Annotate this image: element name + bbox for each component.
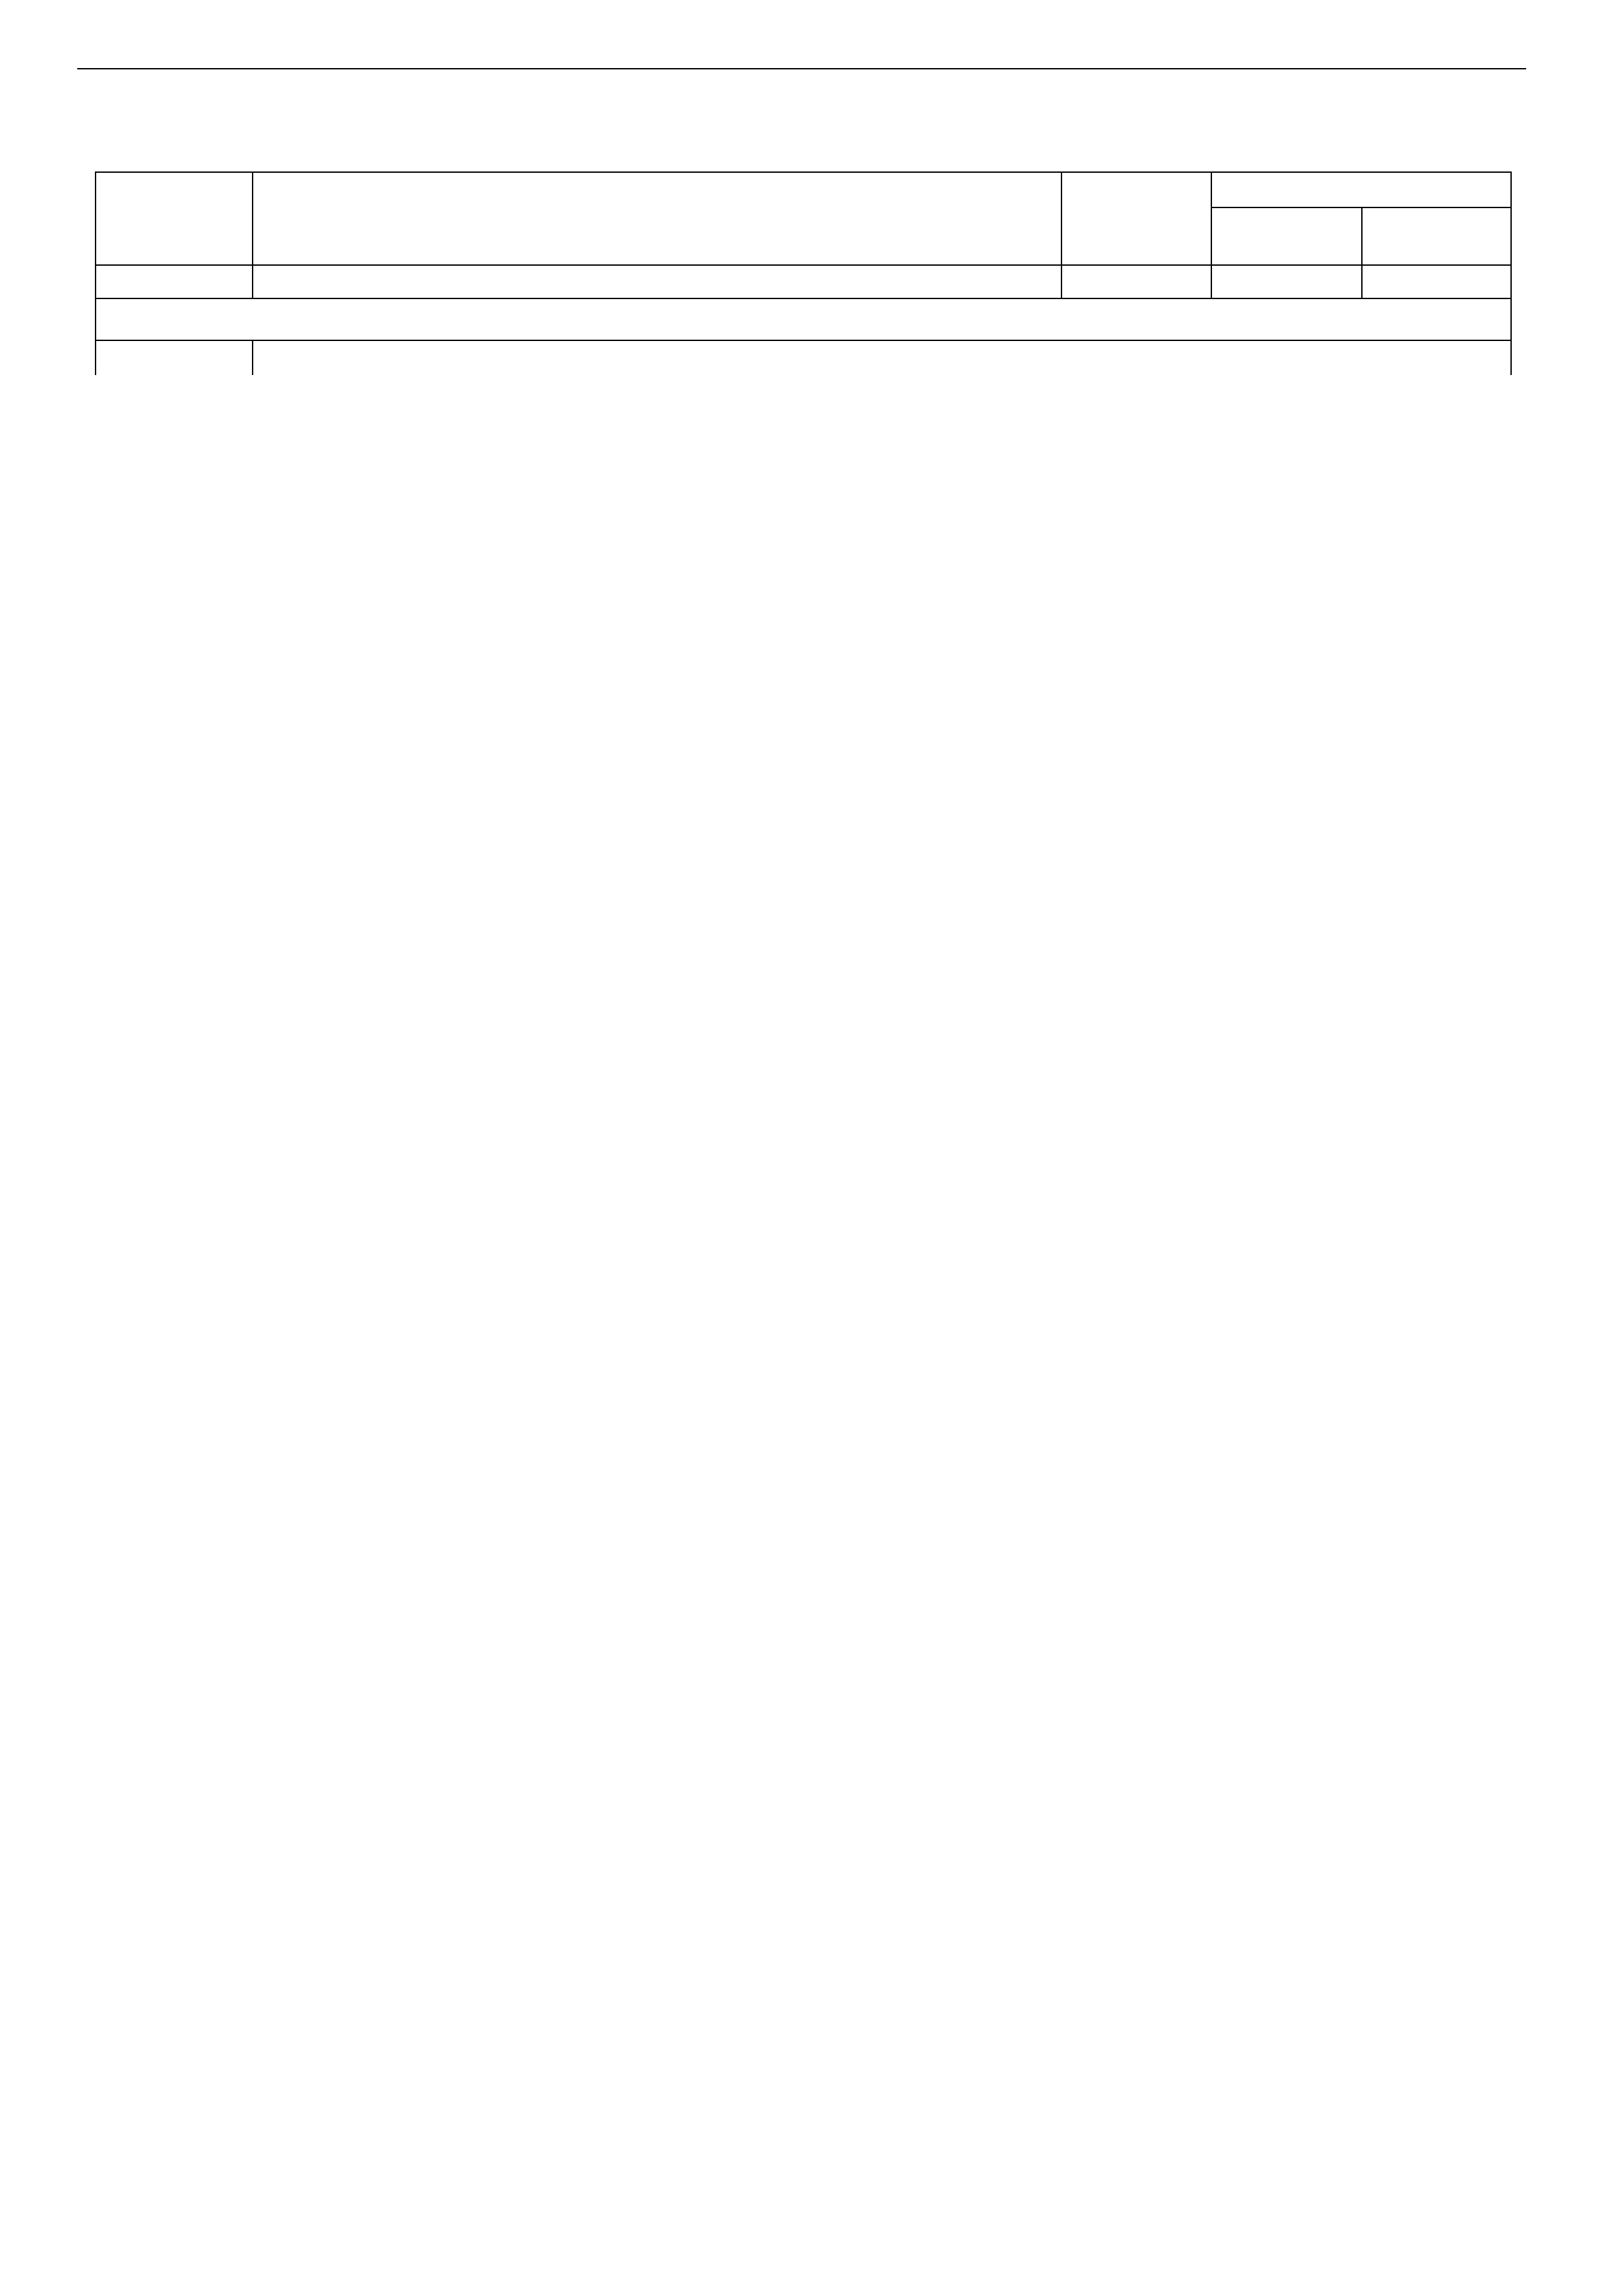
group-title	[96, 298, 1511, 340]
subheading-row	[96, 340, 1511, 375]
col-num-4	[1211, 265, 1362, 298]
document-header	[77, 65, 1526, 69]
col-num-5	[1362, 265, 1511, 298]
col-num-1	[96, 265, 253, 298]
col-unit-header	[1061, 172, 1211, 265]
col-release-header	[1211, 207, 1362, 265]
col-name-header	[253, 172, 1061, 265]
col-num-2	[253, 265, 1061, 298]
subheading-text	[253, 340, 1511, 375]
group-heading-body	[96, 298, 1511, 340]
col-price-header	[1211, 172, 1511, 207]
price-table	[95, 171, 1512, 375]
group-heading-row	[96, 298, 1511, 340]
table-header	[96, 172, 1511, 298]
subheading-code-cell	[96, 340, 253, 375]
col-estimate-header	[1362, 207, 1511, 265]
column-numbers-row	[96, 265, 1511, 298]
col-code-header	[96, 172, 253, 265]
col-num-3	[1061, 265, 1211, 298]
subheading-body	[96, 340, 1511, 375]
